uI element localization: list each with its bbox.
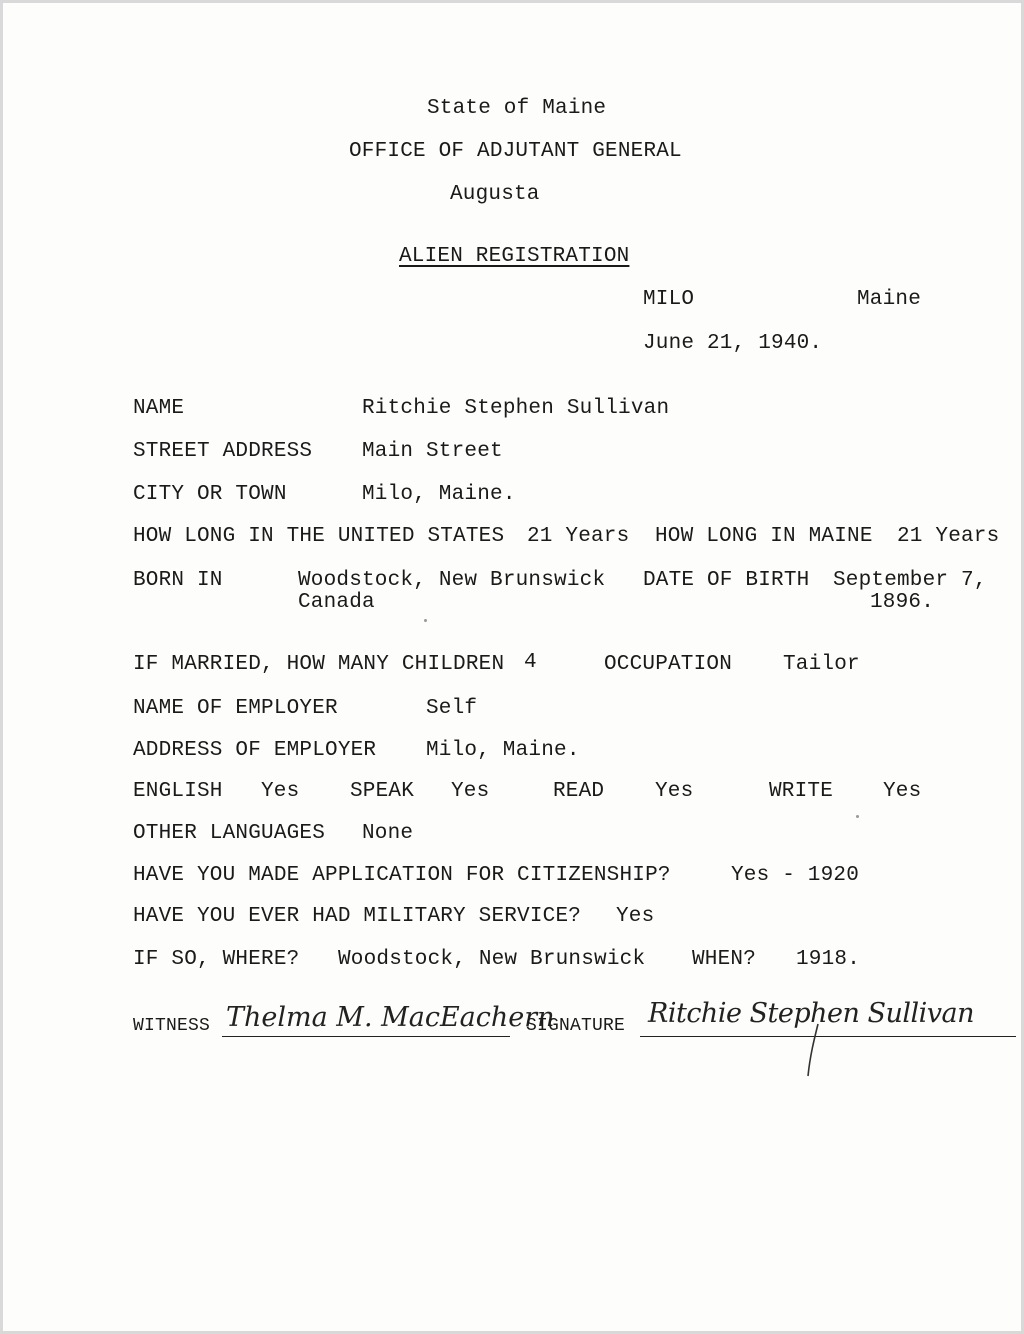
signature-flourish: [800, 1020, 830, 1080]
place-town: MILO: [643, 288, 695, 311]
us-duration-value: 21 Years: [527, 525, 630, 548]
children-label: IF MARRIED, HOW MANY CHILDREN: [133, 653, 505, 676]
employer-value: Self: [426, 697, 478, 720]
employer-label: NAME OF EMPLOYER: [133, 697, 338, 720]
name-value: Ritchie Stephen Sullivan: [362, 397, 670, 420]
write-label: WRITE: [769, 780, 834, 803]
where-label: IF SO, WHERE?: [133, 948, 300, 971]
english-label: ENGLISH: [133, 780, 223, 803]
state-heading: State of Maine: [427, 97, 607, 120]
speak-value: Yes: [451, 780, 490, 803]
city-value: Milo, Maine.: [362, 483, 516, 506]
when-label: WHEN?: [692, 948, 757, 971]
form-date: June 21, 1940.: [643, 332, 823, 355]
us-duration-label: HOW LONG IN THE UNITED STATES: [133, 525, 505, 548]
signature-label: SIGNATURE: [526, 1016, 626, 1036]
occupation-label: OCCUPATION: [604, 653, 733, 676]
employer-address-value: Milo, Maine.: [426, 739, 580, 762]
city-heading: Augusta: [450, 183, 540, 206]
dob-value-line2: 1896.: [870, 591, 935, 614]
dob-value-line1: September 7,: [833, 569, 987, 592]
where-value: Woodstock, New Brunswick: [338, 948, 646, 971]
citizenship-value: Yes - 1920: [731, 864, 860, 887]
employer-address-label: ADDRESS OF EMPLOYER: [133, 739, 377, 762]
other-languages-label: OTHER LANGUAGES: [133, 822, 326, 845]
street-label: STREET ADDRESS: [133, 440, 313, 463]
military-label: HAVE YOU EVER HAD MILITARY SERVICE?: [133, 905, 582, 928]
scan-speck: [424, 619, 427, 622]
witness-label: WITNESS: [133, 1016, 211, 1036]
city-label: CITY OR TOWN: [133, 483, 287, 506]
other-languages-value: None: [362, 822, 414, 845]
read-value: Yes: [655, 780, 694, 803]
name-label: NAME: [133, 397, 185, 420]
military-value: Yes: [616, 905, 655, 928]
form-title: ALIEN REGISTRATION: [399, 245, 630, 268]
witness-line: [222, 1036, 510, 1037]
dob-label: DATE OF BIRTH: [643, 569, 810, 592]
street-value: Main Street: [362, 440, 503, 463]
scan-speck: [856, 815, 859, 818]
write-value: Yes: [883, 780, 922, 803]
english-value: Yes: [261, 780, 300, 803]
born-label: BORN IN: [133, 569, 223, 592]
read-label: READ: [553, 780, 605, 803]
children-value: 4: [524, 651, 537, 674]
office-heading: OFFICE OF ADJUTANT GENERAL: [349, 140, 682, 163]
born-value-line1: Woodstock, New Brunswick: [298, 569, 606, 592]
citizenship-label: HAVE YOU MADE APPLICATION FOR CITIZENSHIP?: [133, 864, 671, 887]
maine-duration-label: HOW LONG IN MAINE: [655, 525, 873, 548]
occupation-value: Tailor: [783, 653, 860, 676]
witness-signature: Thelma M. MacEachern: [226, 1002, 555, 1033]
applicant-signature: Ritchie Stephen Sullivan: [648, 998, 975, 1029]
born-value-line2: Canada: [298, 591, 375, 614]
when-value: 1918.: [796, 948, 861, 971]
place-state: Maine: [857, 288, 922, 311]
speak-label: SPEAK: [350, 780, 415, 803]
maine-duration-value: 21 Years: [897, 525, 1000, 548]
